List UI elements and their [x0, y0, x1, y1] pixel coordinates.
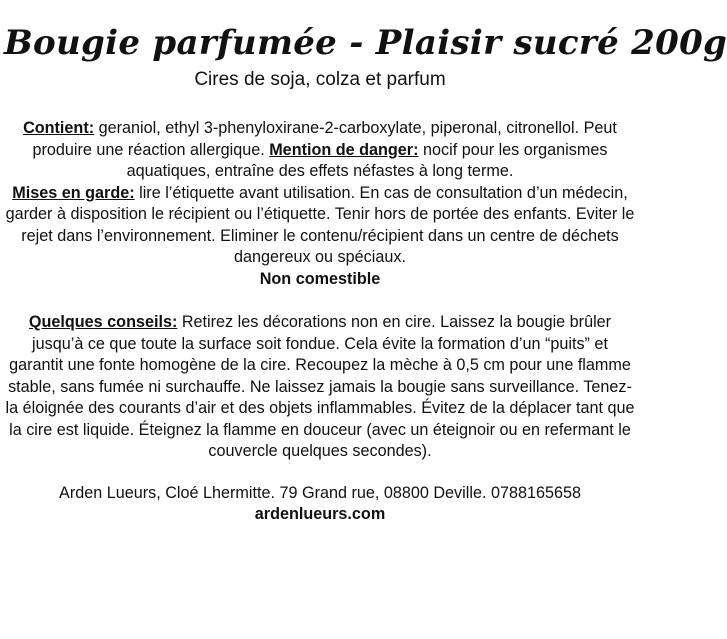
usage-tips: [4, 312, 636, 463]
footer-website: ardenlueurs.com: [254, 505, 386, 523]
footer-address: Arden Lueurs, Cloé Lhermitte. 79 Grand rue, 08800 Deville. 0788165658: [59, 483, 581, 502]
product-title: Bougie parfumée - Plaisir sucré 200g: [4, 23, 727, 63]
footer: [4, 483, 636, 526]
danger-label: Mention de danger:: [269, 140, 419, 159]
contient-text: geraniol, ethyl 3-phenyloxirane-2-carboxylate, piperonal, citronellol. Peut produire une réaction allergique.: [32, 119, 617, 159]
mises-label: Mises en garde:: [12, 183, 135, 202]
mises-text: lire l’étiquette avant utilisation. En cas de consultation d’un médecin, garder à disposition le récipient ou l’étiquette. Tenir hors de portée des enfants. Eviter le rejet dans l’environnement. Eliminer le contenu/récipient dans un centre de déchets dangereux ou spéciaux.: [5, 183, 635, 266]
non-comestible-note: Non comestible: [259, 269, 381, 288]
contient-label: Contient:: [23, 119, 95, 137]
conseils-label: Quelques conseils:: [28, 313, 178, 331]
conseils-text: Retirez les décorations non en cire. Laissez la bougie brûler jusqu’à ce que toute la surface soit fondue. Cela évite la formation d’un “puits” et garantit une fonte homogène de la cire. Recoupez la mèche à 0,5 cm pour une flamme stable, sans fumée ni surchauffe. Ne laissez jamais la bougie sans surveillance. Tenez-la éloignée des courants d’air et des objets inflammables. Évitez de la déplacer tant que la cire est liquide. Éteignez la flamme en douceur (avec un éteignoir ou en refermant le couvercle quelques secondes).: [5, 313, 635, 460]
danger-text: nocif pour les organismes aquatiques, entraîne des effets néfastes à long terme.: [126, 140, 608, 180]
product-subtitle: Cires de soja, colza et parfum: [194, 69, 446, 90]
safety-information: [4, 118, 636, 290]
